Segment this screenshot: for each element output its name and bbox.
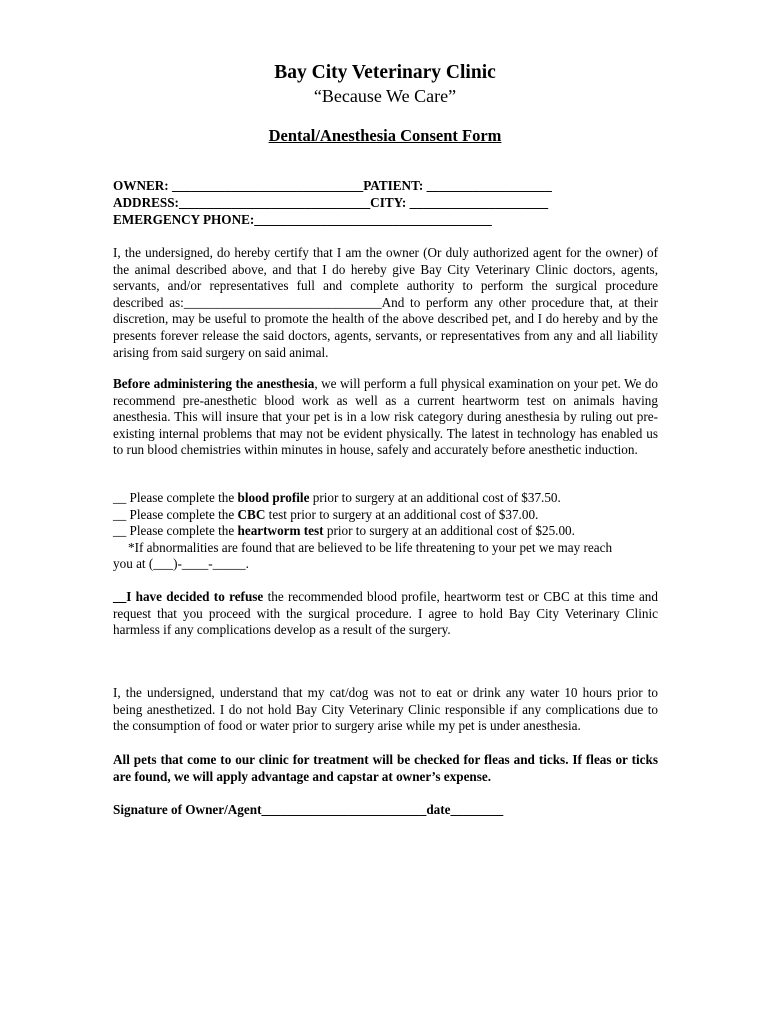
anesthesia-text: , we will perform a full physical examination on your pet. We do recommend pre-anesthetic blood work as well as a current heartworm test on animals having anesthesia. This will insure that your pet is in a low risk category during anesthesia by ruling out pre-existing internal problems that may not be evident physically. The latest in technology has enabled us to run blood chemistries within minutes in house, safely and accurately before anesthetic induction. — [113, 376, 658, 458]
option-heartworm-test — [113, 523, 673, 540]
emergency-phone-row — [113, 212, 673, 229]
consent-text-1: I, the undersigned, do hereby certify that I am the owner (Or duly authorized agent for the owner) of the animal described above, and that I do hereby give Bay City Veterinary Clinic doctors, agents, servants, and/or representatives full and complete authority to perform the surgical procedure described as: — [113, 245, 658, 310]
flea-tick-notice: All pets that come to our clinic for treatment will be checked for fleas and ticks. If fleas or ticks are found, we will apply advantage and capstar at owner’s expense. — [113, 752, 658, 784]
owner-label: OWNER: — [113, 178, 169, 193]
option-suffix: test prior to surgery at an additional cost of $37.00. — [268, 506, 539, 522]
heartworm-checkbox[interactable]: __ — [113, 523, 127, 539]
option-cbc — [113, 507, 673, 524]
option-blood-profile — [113, 490, 673, 507]
consent-text-2: And to perform any other procedure that, at their discretion, may be useful to promote the health of the above described pet, and I do hereby and by the presents forever release the said doctors, agents, servants, or representatives from any and all liability arising from said surgery on said animal. — [113, 294, 658, 360]
option-bold: CBC — [237, 506, 266, 522]
cbc-checkbox[interactable]: __ — [113, 506, 127, 522]
signature-label: Signature of Owner/Agent — [113, 802, 262, 817]
emergency-phone-field[interactable]: ____________________________________ — [254, 211, 492, 227]
option-prefix: Please complete the — [129, 490, 235, 505]
option-bold: heartworm test — [237, 523, 324, 539]
abnormality-note-line1: *If abnormalities are found that are believed to be life threatening to your pet we may reach — [128, 539, 613, 555]
option-bold: blood profile — [237, 490, 310, 505]
owner-patient-row — [113, 178, 673, 195]
date-label: date — [426, 802, 451, 817]
refuse-checkbox[interactable]: __ — [113, 589, 127, 604]
consent-paragraph — [113, 245, 658, 361]
option-prefix: Please complete the — [129, 506, 235, 522]
emergency-phone-label: EMERGENCY PHONE: — [113, 211, 255, 227]
patient-label: PATIENT: — [363, 178, 424, 193]
address-city-row — [113, 195, 673, 212]
city-field[interactable]: _____________________ — [409, 194, 549, 210]
refuse-text: the recommended blood profile, heartworm test or CBC at this time and request that you proceed with the surgical procedure. I agree to hold Bay City Veterinary Clinic harmless if any complications develop as a result of the surgery. — [113, 589, 658, 638]
option-prefix: Please complete the — [129, 523, 235, 539]
anesthesia-paragraph — [113, 376, 658, 459]
clinic-name: Bay City Veterinary Clinic — [274, 62, 496, 83]
clinic-tagline: “Because We Care” — [313, 86, 457, 106]
refuse-paragraph — [113, 589, 658, 639]
blood-profile-checkbox[interactable]: __ — [113, 490, 127, 505]
anesthesia-lead: Before administering the anesthesia — [113, 376, 315, 391]
option-suffix: prior to surgery at an additional cost of $37.50. — [312, 490, 561, 505]
city-label: CITY: — [370, 194, 407, 210]
owner-field[interactable]: _____________________________ — [171, 178, 364, 193]
abnormality-note-line2[interactable]: you at (___)-____-_____. — [113, 556, 249, 572]
option-suffix: prior to surgery at an additional cost of $25.00. — [326, 523, 575, 539]
bloodwork-options — [113, 490, 673, 573]
signature-row — [113, 802, 503, 818]
signature-field[interactable]: _________________________ — [261, 802, 427, 817]
patient-field[interactable]: ___________________ — [426, 178, 552, 193]
refuse-lead: I have decided to refuse — [126, 589, 264, 604]
form-title: Dental/Anesthesia Consent Form — [268, 126, 502, 145]
owner-info-fields — [113, 178, 673, 228]
address-field[interactable]: _____________________________ — [178, 194, 371, 210]
date-field[interactable]: ________ — [450, 802, 504, 817]
fasting-paragraph: I, the undersigned, understand that my cat/dog was not to eat or drink any water 10 hours prior to being anesthetized. I do not hold Bay City Veterinary Clinic responsible if any complications due to the consumption of food or water prior to surgery arise while my pet is under anesthesia. — [113, 685, 658, 734]
procedure-field[interactable]: ______________________________ — [183, 294, 382, 310]
address-label: ADDRESS: — [113, 194, 179, 210]
